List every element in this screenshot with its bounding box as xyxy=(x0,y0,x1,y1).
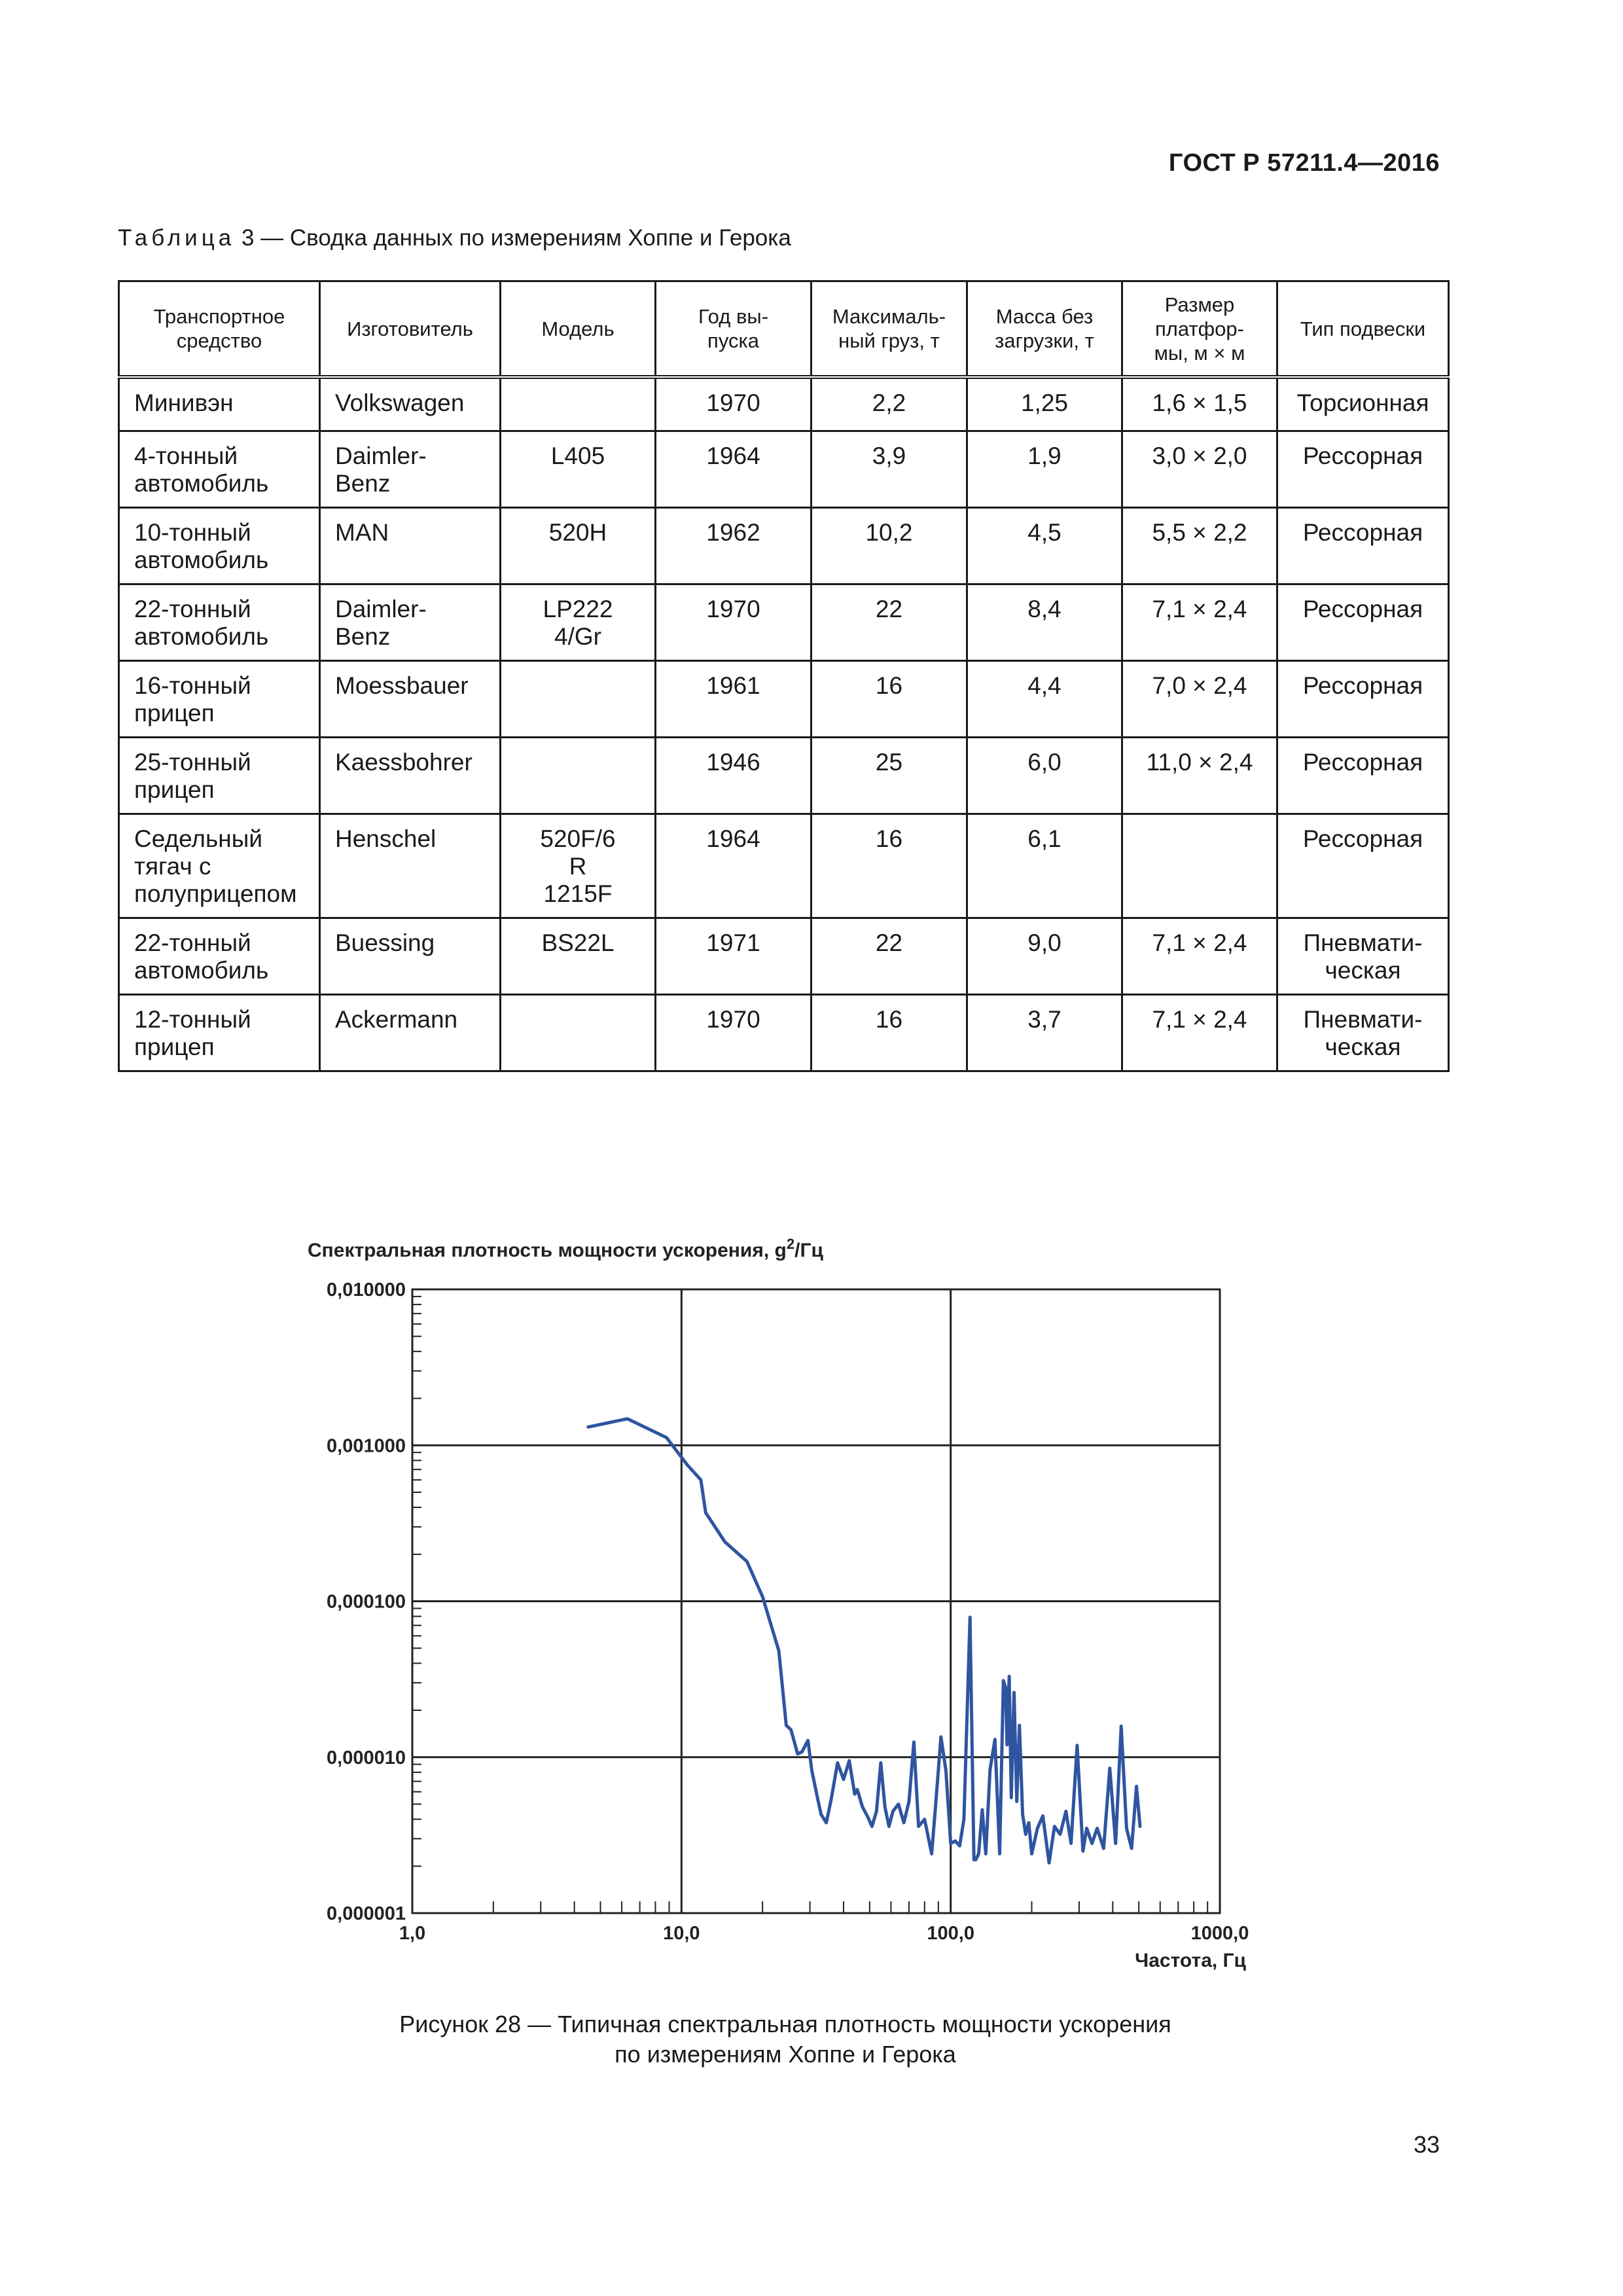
cell-vehicle xyxy=(119,431,320,508)
cell-empty-mass xyxy=(967,918,1122,995)
column-header xyxy=(119,281,320,378)
cell-vehicle-text: 25-тонный xyxy=(134,749,251,776)
cell-platform-size xyxy=(1122,661,1277,738)
cell-year xyxy=(656,661,812,738)
psd-series-line xyxy=(588,1419,1140,1863)
column-header-line: Максималь- xyxy=(832,305,946,328)
cell-manufacturer xyxy=(320,584,501,661)
column-header xyxy=(501,281,656,378)
cell-empty-mass-text: 6,1 xyxy=(1027,825,1061,852)
table-row xyxy=(119,377,1449,431)
cell-max-load-text: 16 xyxy=(875,825,903,852)
cell-empty-mass xyxy=(967,508,1122,584)
standard-header: ГОСТ Р 57211.4—2016 xyxy=(1168,149,1440,177)
cell-max-load xyxy=(812,738,967,814)
cell-suspension-text: Рессорная xyxy=(1302,749,1423,776)
cell-vehicle-text: 12-тонный xyxy=(134,1006,251,1033)
cell-max-load-text: 16 xyxy=(875,1006,903,1033)
cell-vehicle-text: автомобиль xyxy=(134,470,269,497)
cell-model-text: LP222 xyxy=(543,596,613,622)
cell-empty-mass xyxy=(967,661,1122,738)
column-header xyxy=(1122,281,1277,378)
column-header-line: Модель xyxy=(541,317,615,340)
cell-model xyxy=(501,584,656,661)
cell-manufacturer xyxy=(320,738,501,814)
cell-max-load-text: 22 xyxy=(875,596,903,622)
cell-max-load-text: 2,2 xyxy=(872,389,906,416)
cell-empty-mass-text: 1,25 xyxy=(1020,389,1068,416)
column-header-line: Масса без xyxy=(995,305,1094,328)
cell-year xyxy=(656,995,812,1071)
cell-suspension-text: Торсионная xyxy=(1296,389,1429,416)
cell-suspension-text: ческая xyxy=(1325,1033,1401,1060)
cell-platform-size xyxy=(1122,431,1277,508)
cell-empty-mass-text: 4,4 xyxy=(1027,672,1061,699)
x-axis-label: Частота, Гц xyxy=(1135,1950,1246,1971)
table-row xyxy=(119,661,1449,738)
cell-platform-size-text: 7,1 × 2,4 xyxy=(1152,1006,1247,1033)
cell-suspension-text: Рессорная xyxy=(1302,442,1423,469)
cell-vehicle xyxy=(119,377,320,431)
table-body xyxy=(119,377,1449,1071)
cell-model xyxy=(501,814,656,918)
cell-suspension xyxy=(1277,584,1449,661)
cell-empty-mass xyxy=(967,431,1122,508)
cell-year xyxy=(656,377,812,431)
cell-year-text: 1970 xyxy=(706,1006,760,1033)
cell-platform-size-text: 7,1 × 2,4 xyxy=(1152,596,1247,622)
y-axis-label: Спектральная плотность мощности ускорения, $g^2/Гц$ xyxy=(308,1236,823,1261)
table-row xyxy=(119,508,1449,584)
cell-vehicle-text: Седельный xyxy=(134,825,262,852)
cell-platform-size-text: 5,5 × 2,2 xyxy=(1152,519,1247,546)
cell-year-text: 1970 xyxy=(706,596,760,622)
cell-max-load-text: 3,9 xyxy=(872,442,906,469)
column-header-line: пуска xyxy=(707,329,759,352)
cell-manufacturer xyxy=(320,814,501,918)
y-tick-label: 0,000010 xyxy=(327,1747,406,1768)
cell-vehicle xyxy=(119,918,320,995)
cell-suspension xyxy=(1277,661,1449,738)
column-header-line: загрузки, т xyxy=(995,329,1094,352)
page-number: 33 xyxy=(1414,2131,1440,2158)
column-header-line: Тип подвески xyxy=(1300,317,1426,340)
cell-vehicle-text: 22-тонный xyxy=(134,596,251,622)
cell-suspension-text: Рессорная xyxy=(1302,825,1423,852)
cell-model xyxy=(501,508,656,584)
cell-empty-mass-text: 4,5 xyxy=(1027,519,1061,546)
cell-vehicle-text: прицеп xyxy=(134,700,215,726)
cell-vehicle xyxy=(119,814,320,918)
column-header xyxy=(656,281,812,378)
cell-platform-size xyxy=(1122,995,1277,1071)
table-row xyxy=(119,431,1449,508)
cell-empty-mass-text: 1,9 xyxy=(1027,442,1061,469)
cell-max-load xyxy=(812,918,967,995)
cell-suspension-text: Пневмати- xyxy=(1303,929,1423,956)
cell-manufacturer xyxy=(320,508,501,584)
cell-manufacturer xyxy=(320,918,501,995)
cell-max-load xyxy=(812,584,967,661)
cell-model xyxy=(501,738,656,814)
cell-manufacturer xyxy=(320,995,501,1071)
cell-platform-size-text: 1,6 × 1,5 xyxy=(1152,389,1247,416)
table-row xyxy=(119,918,1449,995)
table-row xyxy=(119,738,1449,814)
cell-vehicle-text: тягач с xyxy=(134,853,211,880)
cell-year-text: 1964 xyxy=(706,825,760,852)
cell-vehicle xyxy=(119,584,320,661)
cell-max-load-text: 16 xyxy=(875,672,903,699)
cell-max-load xyxy=(812,377,967,431)
cell-manufacturer-text: Ackermann xyxy=(335,1006,458,1033)
cell-suspension xyxy=(1277,918,1449,995)
column-header-line: Год вы- xyxy=(698,305,769,328)
cell-model xyxy=(501,431,656,508)
cell-manufacturer-text: Kaessbohrer xyxy=(335,749,473,776)
figure-caption-line-1: Рисунок 28 — Типичная спектральная плотность мощности ускорения xyxy=(399,2011,1171,2037)
cell-empty-mass-text: 6,0 xyxy=(1027,749,1061,776)
cell-vehicle-text: прицеп xyxy=(134,1033,215,1060)
x-tick-label: 1,0 xyxy=(399,1923,426,1944)
column-header-line: Изготовитель xyxy=(347,317,473,340)
cell-model xyxy=(501,377,656,431)
cell-empty-mass-text: 3,7 xyxy=(1027,1006,1061,1033)
cell-model-text: BS22L xyxy=(541,929,615,956)
cell-suspension xyxy=(1277,995,1449,1071)
column-header-line: мы, м × м xyxy=(1154,341,1245,365)
cell-empty-mass-text: 8,4 xyxy=(1027,596,1061,622)
y-tick-label: 0,000100 xyxy=(327,1591,406,1613)
cell-suspension xyxy=(1277,377,1449,431)
cell-platform-size xyxy=(1122,918,1277,995)
cell-manufacturer-text: Moessbauer xyxy=(335,672,469,699)
table-header-row xyxy=(119,281,1449,378)
cell-platform-size-text: 3,0 × 2,0 xyxy=(1152,442,1247,469)
cell-empty-mass xyxy=(967,377,1122,431)
cell-model xyxy=(501,918,656,995)
cell-platform-size xyxy=(1122,738,1277,814)
cell-year-text: 1946 xyxy=(706,749,760,776)
cell-year xyxy=(656,508,812,584)
cell-max-load xyxy=(812,995,967,1071)
cell-vehicle xyxy=(119,508,320,584)
table-caption-text: 3 — Сводка данных по измерениям Хоппе и Герока xyxy=(235,225,791,251)
cell-empty-mass xyxy=(967,738,1122,814)
figure-caption-line-2: по измерениям Хоппе и Герока xyxy=(615,2041,956,2068)
cell-manufacturer xyxy=(320,661,501,738)
cell-vehicle-text: 16-тонный xyxy=(134,672,251,699)
cell-vehicle-text: 22-тонный xyxy=(134,929,251,956)
cell-max-load xyxy=(812,508,967,584)
table-row xyxy=(119,814,1449,918)
cell-manufacturer-text: Benz xyxy=(335,623,391,650)
psd-chart-svg xyxy=(288,1230,1296,1977)
cell-model xyxy=(501,661,656,738)
cell-year xyxy=(656,814,812,918)
cell-manufacturer-text: Buessing xyxy=(335,929,435,956)
table-row xyxy=(119,995,1449,1071)
cell-model-text: 1215F xyxy=(543,880,613,907)
x-tick-label: 1000,0 xyxy=(1190,1923,1249,1944)
column-header-line: Размер xyxy=(1164,293,1235,316)
cell-max-load-text: 25 xyxy=(875,749,903,776)
column-header xyxy=(1277,281,1449,378)
cell-year-text: 1970 xyxy=(706,389,760,416)
cell-year xyxy=(656,918,812,995)
cell-year xyxy=(656,431,812,508)
table-row xyxy=(119,584,1449,661)
cell-vehicle-text: Минивэн xyxy=(134,389,234,416)
cell-platform-size xyxy=(1122,508,1277,584)
cell-model-text: 4/Gr xyxy=(554,623,601,650)
column-header-line: Транспортное xyxy=(153,305,285,328)
x-tick-label: 10,0 xyxy=(663,1923,700,1944)
cell-platform-size-text: 11,0 × 2,4 xyxy=(1146,749,1253,776)
cell-platform-size-text: 7,1 × 2,4 xyxy=(1152,929,1247,956)
cell-vehicle-text: автомобиль xyxy=(134,957,269,984)
table-caption xyxy=(118,225,791,251)
cell-manufacturer xyxy=(320,377,501,431)
cell-year xyxy=(656,738,812,814)
cell-manufacturer xyxy=(320,431,501,508)
column-header-line: платфор- xyxy=(1155,317,1244,340)
cell-empty-mass xyxy=(967,584,1122,661)
cell-manufacturer-text: Henschel xyxy=(335,825,437,852)
figure-caption xyxy=(0,2009,1571,2070)
cell-year-text: 1962 xyxy=(706,519,760,546)
cell-suspension xyxy=(1277,814,1449,918)
cell-vehicle-text: полуприцепом xyxy=(134,880,297,907)
cell-model-text: 520H xyxy=(548,519,607,546)
cell-year-text: 1961 xyxy=(706,672,760,699)
cell-vehicle-text: автомобиль xyxy=(134,547,269,573)
cell-vehicle-text: 10-тонный xyxy=(134,519,251,546)
cell-platform-size xyxy=(1122,584,1277,661)
cell-vehicle-text: автомобиль xyxy=(134,623,269,650)
cell-model-text: 520F/6 xyxy=(540,825,616,852)
y-tick-label: 0,001000 xyxy=(327,1435,406,1457)
cell-platform-size xyxy=(1122,377,1277,431)
cell-suspension-text: Рессорная xyxy=(1302,672,1423,699)
cell-suspension xyxy=(1277,738,1449,814)
cell-suspension-text: Пневмати- xyxy=(1303,1006,1423,1033)
cell-suspension xyxy=(1277,508,1449,584)
cell-model-text: R xyxy=(569,853,587,880)
cell-model-text: L405 xyxy=(550,442,605,469)
column-header-line: ный груз, т xyxy=(838,329,940,352)
cell-manufacturer-text: MAN xyxy=(335,519,389,546)
cell-year xyxy=(656,584,812,661)
y-tick-label: 0,010000 xyxy=(327,1280,406,1300)
x-tick-label: 100,0 xyxy=(927,1923,974,1944)
cell-suspension-text: Рессорная xyxy=(1302,519,1423,546)
cell-suspension-text: ческая xyxy=(1325,957,1401,984)
summary-table xyxy=(118,280,1450,1072)
cell-empty-mass xyxy=(967,814,1122,918)
table-caption-label: Таблица xyxy=(118,225,236,251)
cell-max-load xyxy=(812,814,967,918)
cell-suspension xyxy=(1277,431,1449,508)
cell-suspension-text: Рессорная xyxy=(1302,596,1423,622)
cell-max-load-text: 22 xyxy=(875,929,903,956)
column-header-line: средство xyxy=(176,329,262,352)
cell-platform-size xyxy=(1122,814,1277,918)
cell-vehicle-text: прицеп xyxy=(134,776,215,803)
cell-max-load xyxy=(812,661,967,738)
column-header xyxy=(812,281,967,378)
cell-year-text: 1971 xyxy=(706,929,760,956)
cell-vehicle xyxy=(119,738,320,814)
cell-manufacturer-text: Benz xyxy=(335,470,391,497)
psd-chart xyxy=(288,1230,1296,1977)
cell-manufacturer-text: Volkswagen xyxy=(335,389,465,416)
cell-vehicle xyxy=(119,995,320,1071)
column-header xyxy=(967,281,1122,378)
column-header xyxy=(320,281,501,378)
y-tick-label: 0,000001 xyxy=(327,1903,406,1924)
cell-empty-mass xyxy=(967,995,1122,1071)
cell-empty-mass-text: 9,0 xyxy=(1027,929,1061,956)
cell-max-load-text: 10,2 xyxy=(865,519,913,546)
cell-max-load xyxy=(812,431,967,508)
cell-platform-size-text: 7,0 × 2,4 xyxy=(1152,672,1247,699)
cell-manufacturer-text: Daimler- xyxy=(335,442,427,469)
cell-year-text: 1964 xyxy=(706,442,760,469)
cell-vehicle-text: 4-тонный xyxy=(134,442,238,469)
cell-manufacturer-text: Daimler- xyxy=(335,596,427,622)
cell-vehicle xyxy=(119,661,320,738)
cell-model xyxy=(501,995,656,1071)
